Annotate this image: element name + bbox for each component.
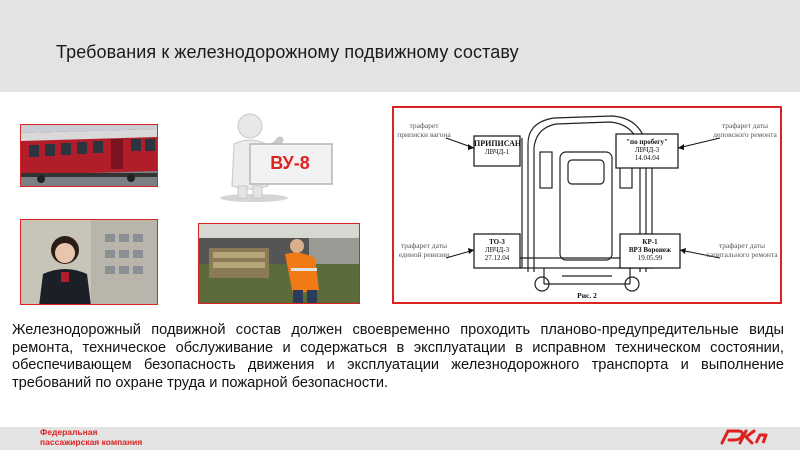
plate-capital-repair: КР-1 ВРЗ Воронеж 19.05.99: [628, 238, 672, 262]
conductor-photo: [20, 219, 158, 305]
body-paragraph: Железнодорожный подвижной состав должен своевременно проходить планово-предупредительные виды ремонта, техническое обслуживание и содержаться в эксплуатации в исправном техническом состоянии, обеспечивающем безопасность движения и эксплуатации железнодорожного транспорта и выполнение требований по охране труда и пожарной безопасности.: [12, 322, 784, 391]
label-unified-audit-stencil: трафарет даты единой ревизии: [398, 241, 450, 259]
sign-text: ВУ-8: [270, 153, 310, 173]
label-capital-repair-stencil: трафарет даты капитального ремонта: [706, 241, 778, 259]
plate-unified-audit: ТО-3 ЛВЧД-3 27.12.04: [484, 238, 510, 262]
plate-depot-repair: "по пробегу" ЛВЧД-3 14.04.04: [626, 138, 668, 162]
rzd-logo: [718, 428, 768, 446]
label-registration-stencil: трафарет приписки вагона: [397, 121, 451, 139]
slide-title: Требования к железнодорожному подвижному составу: [56, 42, 519, 62]
footer-company-name: Федеральная пассажирская компания: [40, 427, 143, 447]
stencil-diagram: [392, 106, 782, 304]
label-depot-repair-stencil: трафарет даты деповского ремонта: [713, 121, 777, 139]
diagram-caption: Рис. 2: [577, 291, 597, 300]
train-car-photo: [20, 124, 158, 187]
plate-registration: ПРИПИСАН ЛВЧД-1: [474, 139, 522, 156]
worker-photo: [198, 223, 360, 304]
